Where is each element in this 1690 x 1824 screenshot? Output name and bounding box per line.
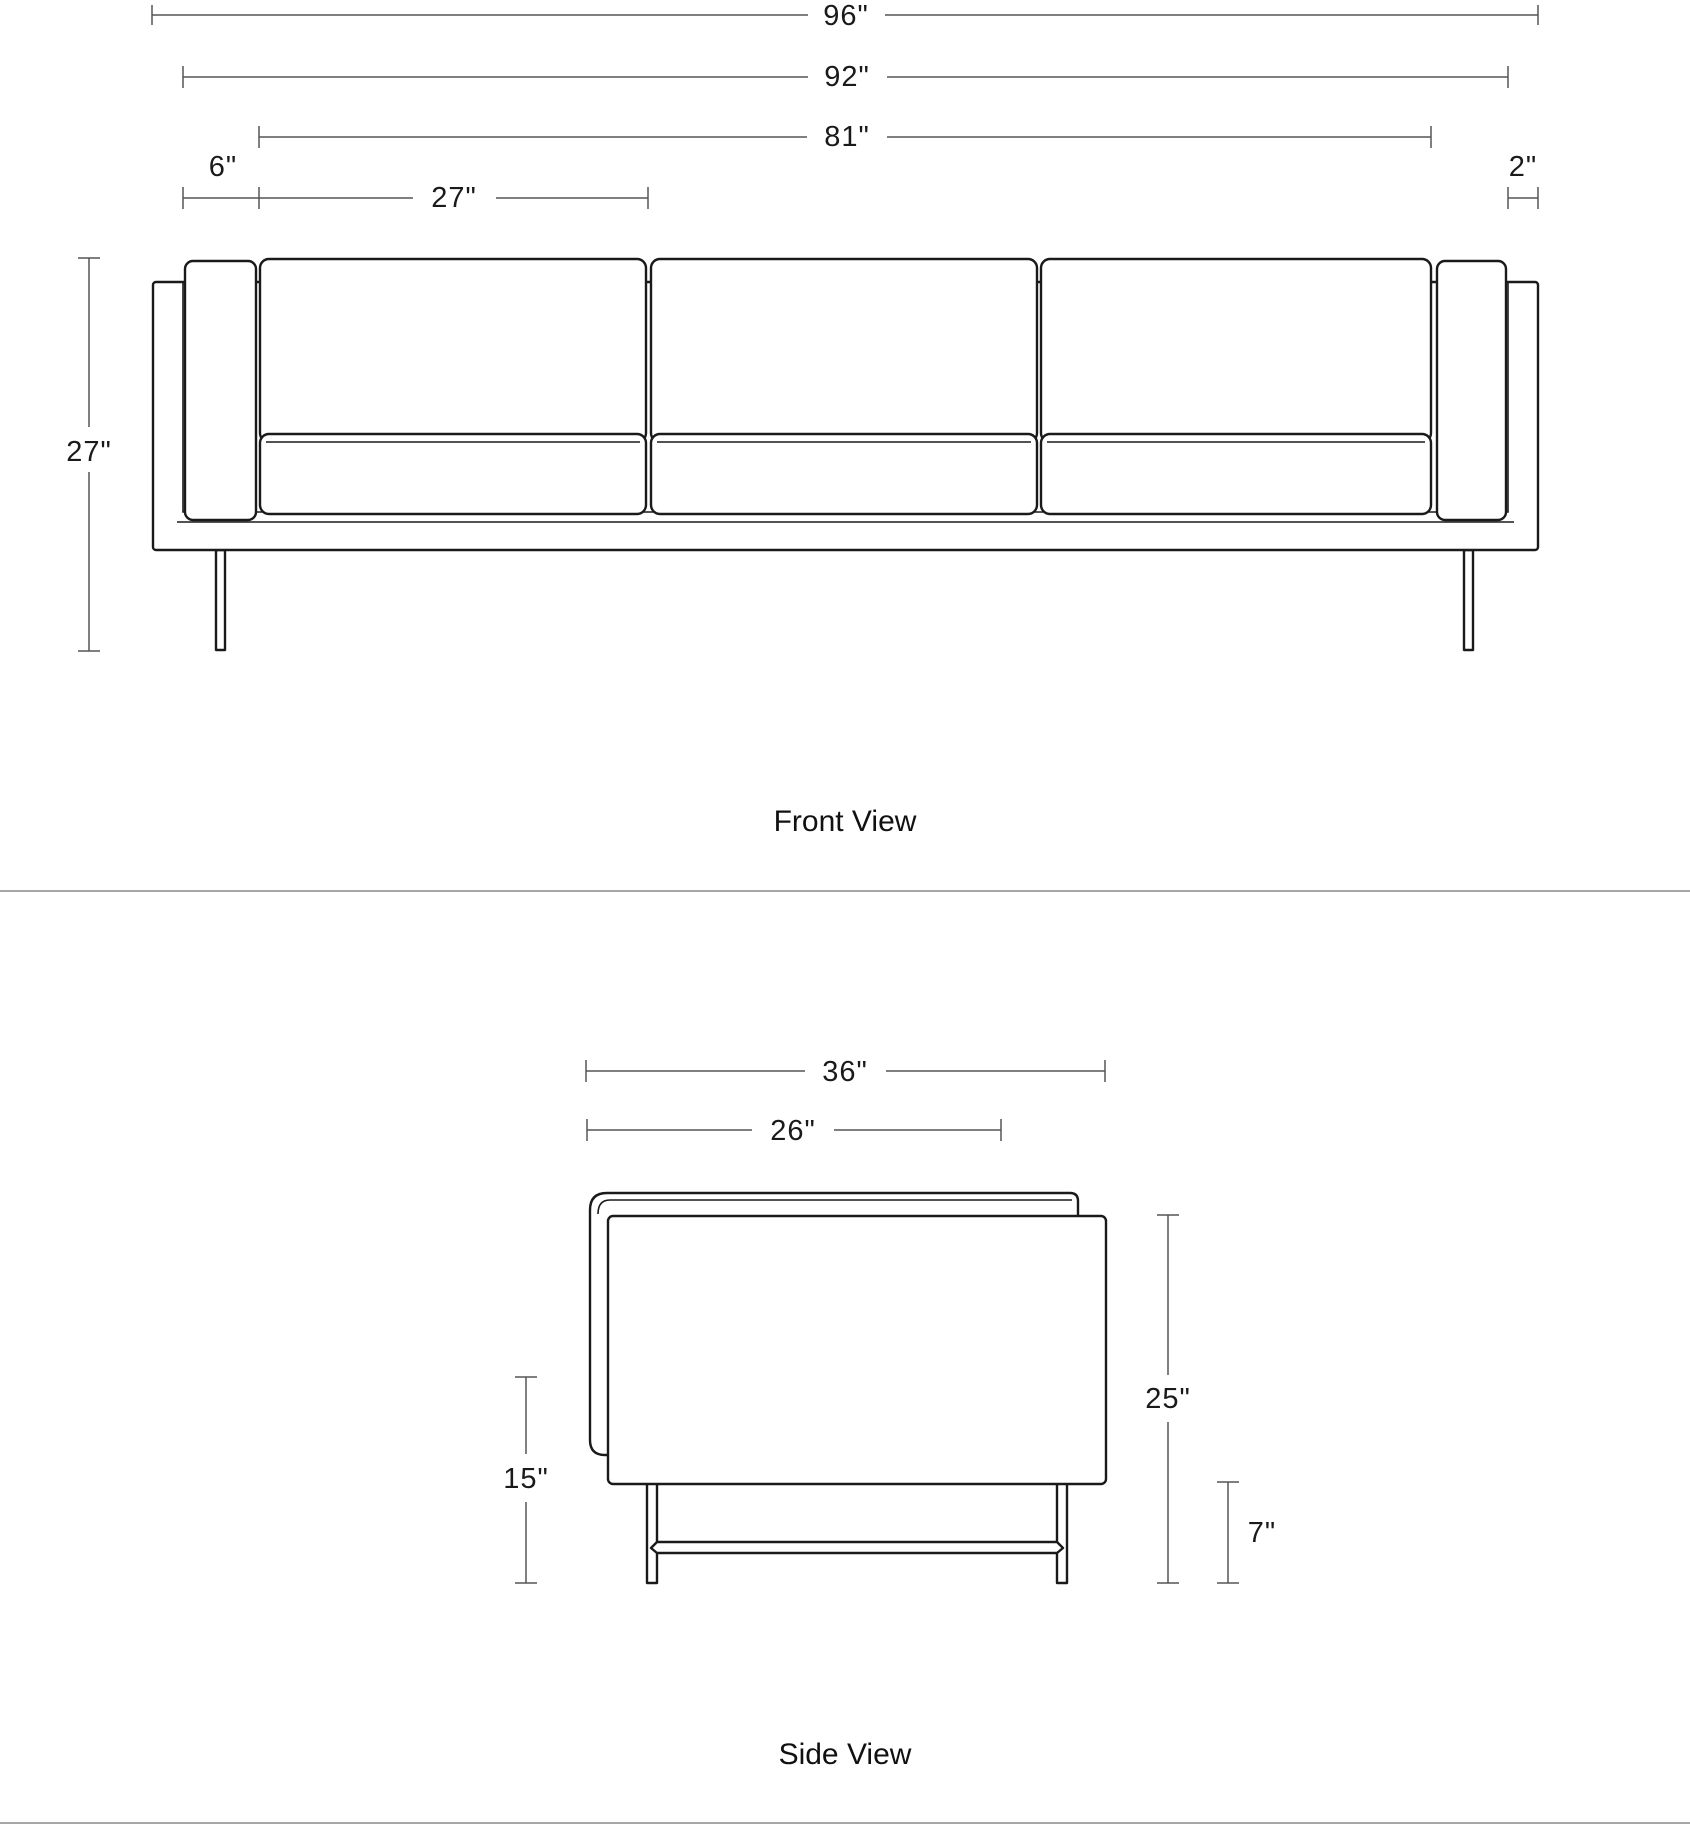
- dim-overall-width: [152, 0, 1538, 32]
- dim-label-seat-depth: 26": [770, 1115, 816, 1147]
- front-leg-right: [1464, 550, 1473, 650]
- dim-seat-depth: [587, 1115, 1001, 1147]
- side-leg-front: [647, 1480, 657, 1583]
- side-view-caption: Side View: [778, 1738, 912, 1771]
- arm-right: [1437, 261, 1506, 520]
- seat-cushion-left: [260, 434, 646, 514]
- dim-overall-depth: [586, 1056, 1105, 1088]
- side-leg-back: [1057, 1480, 1067, 1583]
- dim-leg-height: [1217, 1482, 1276, 1583]
- dim-cushion-width: [259, 182, 648, 214]
- back-cushion-middle: [651, 259, 1037, 442]
- dim-inner-width: [183, 61, 1508, 93]
- dim-front-height: [66, 258, 112, 651]
- dim-label-seat-span: 81": [824, 121, 870, 153]
- dim-label-overall-depth: 36": [822, 1056, 868, 1088]
- front-view-caption: Front View: [773, 805, 917, 838]
- back-cushion-left: [260, 259, 646, 442]
- dim-label-front-height: 27": [66, 436, 112, 468]
- dim-label-side-height: 25": [1145, 1383, 1191, 1415]
- front-view: [66, 0, 1538, 838]
- dim-label-seat-height: 15": [503, 1463, 549, 1495]
- dim-seat-span: [259, 121, 1431, 153]
- dim-arm-inset: [1508, 151, 1538, 209]
- dim-seat-height: [503, 1377, 549, 1583]
- seat-cushion-right: [1041, 434, 1431, 514]
- dim-label-arm-width: 6": [208, 151, 238, 183]
- sofa-side-drawing: [590, 1193, 1106, 1583]
- dim-label-inner-width: 92": [824, 61, 870, 93]
- front-leg-left: [216, 550, 225, 650]
- back-cushion-right: [1041, 259, 1431, 442]
- seat-cushion-middle: [651, 434, 1037, 514]
- dim-label-arm-inset: 2": [1508, 151, 1538, 183]
- dim-label-leg-height: 7": [1247, 1517, 1277, 1549]
- side-seat-body: [608, 1216, 1106, 1484]
- sofa-front-drawing: [153, 259, 1538, 650]
- dim-arm-width: [183, 151, 259, 209]
- dim-side-height: [1145, 1215, 1191, 1583]
- dim-label-overall-width: 96": [823, 0, 869, 32]
- dim-label-cushion-width: 27": [431, 182, 477, 214]
- side-stretcher: [651, 1542, 1063, 1553]
- arm-left: [185, 261, 256, 520]
- side-view: [503, 1056, 1276, 1771]
